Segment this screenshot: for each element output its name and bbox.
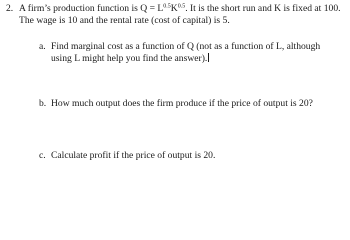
part-a: [39, 41, 341, 64]
part-a-label: a.: [39, 41, 46, 52]
question-number: 2.: [6, 3, 14, 14]
part-c: [39, 150, 341, 162]
exponent-k: 0.5: [177, 3, 186, 10]
part-b: [39, 98, 341, 110]
part-b-label: b.: [39, 98, 47, 109]
exponent-l: 0.5: [163, 3, 171, 10]
question-2: [6, 3, 346, 26]
question-intro: A firm’s production function is $Q = L^{0.5}K^{0.5}$. It is the short run and K is fixed at 100. The wage is 10 and the rental rate (cost of capital) is 5.: [19, 3, 341, 26]
part-c-label: c.: [39, 150, 46, 161]
part-c-text: Calculate profit if the price of output is 20.: [51, 150, 216, 161]
part-a-text: Find marginal cost as a function of Q (not as a function of L, although using L might help you find the answer).: [51, 41, 321, 64]
text-cursor: [208, 53, 209, 62]
part-b-text: How much output does the firm produce if the price of output is 20?: [51, 98, 313, 109]
